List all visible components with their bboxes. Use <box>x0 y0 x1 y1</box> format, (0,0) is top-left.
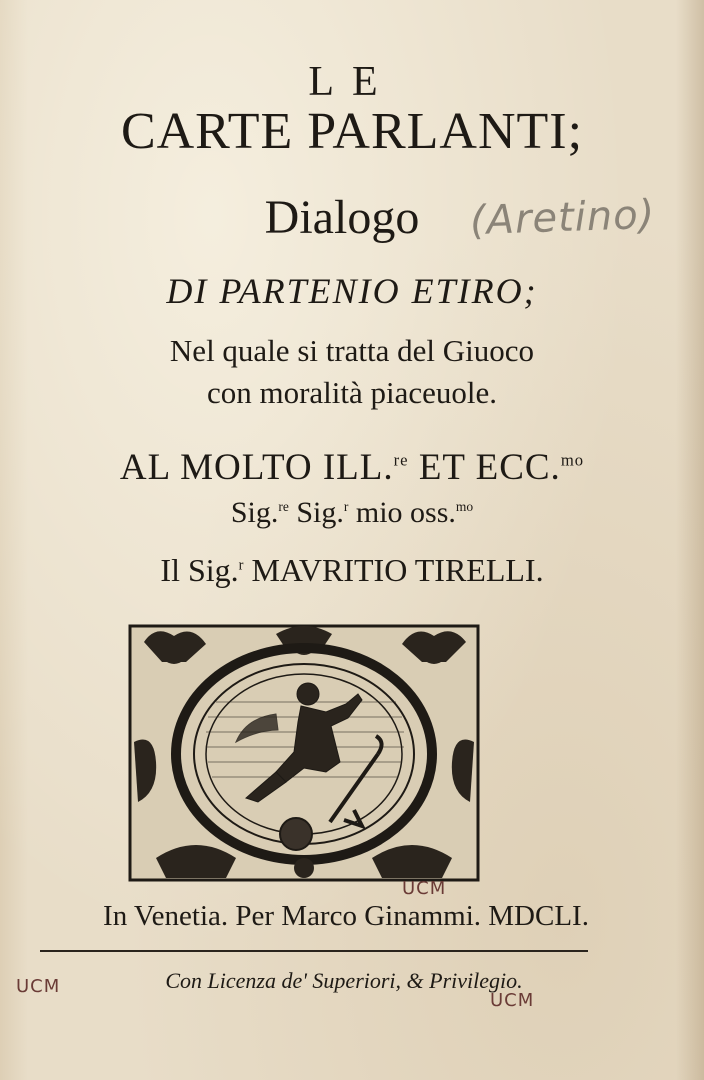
superscript: re <box>278 499 289 514</box>
superscript: r <box>238 557 244 574</box>
library-stamp: UCM <box>16 976 61 997</box>
dedication-text: Il Sig. <box>160 552 239 588</box>
dedication-text: AL MOLTO ILL. <box>119 447 394 488</box>
dedication-line-2 <box>0 496 704 530</box>
superscript: r <box>343 499 349 514</box>
dedication-text: ET ECC. <box>418 447 561 488</box>
printers-device-woodcut <box>126 622 482 884</box>
dedication-name: MAVRITIO TIRELLI. <box>251 552 544 588</box>
title-line-dialogo: Dialogo <box>264 191 420 244</box>
globe-icon <box>280 818 312 850</box>
dedication-line-3 <box>0 552 704 589</box>
licence-line: Con Licenza de' Superiori, & Privilegio. <box>165 968 523 993</box>
horizontal-rule <box>40 950 588 952</box>
author-line: DI PARTENIO ETIRO; <box>166 271 538 311</box>
title-line-carte-parlanti: CARTE PARLANTI; <box>120 103 584 160</box>
dedication-text: mio oss. <box>355 496 456 529</box>
dedication-line-1 <box>0 446 704 489</box>
subtitle-line-1: Nel quale si tratta del Giuoco <box>169 333 535 368</box>
superscript: mo <box>455 499 474 514</box>
library-stamp: UCM <box>402 878 447 899</box>
dedication-text: Sig. <box>296 496 344 529</box>
pencil-annotation: (Aretino) <box>469 191 656 245</box>
library-stamp: UCM <box>490 990 535 1011</box>
title-line-le: LE <box>308 59 396 105</box>
superscript: mo <box>560 450 585 470</box>
superscript: re <box>393 450 409 470</box>
imprint-line: In Venetia. Per Marco Ginammi. MDCLI. <box>103 900 589 932</box>
dedication-text: Sig. <box>230 496 279 529</box>
subtitle-line-2: con moralità piaceuole. <box>206 375 498 410</box>
